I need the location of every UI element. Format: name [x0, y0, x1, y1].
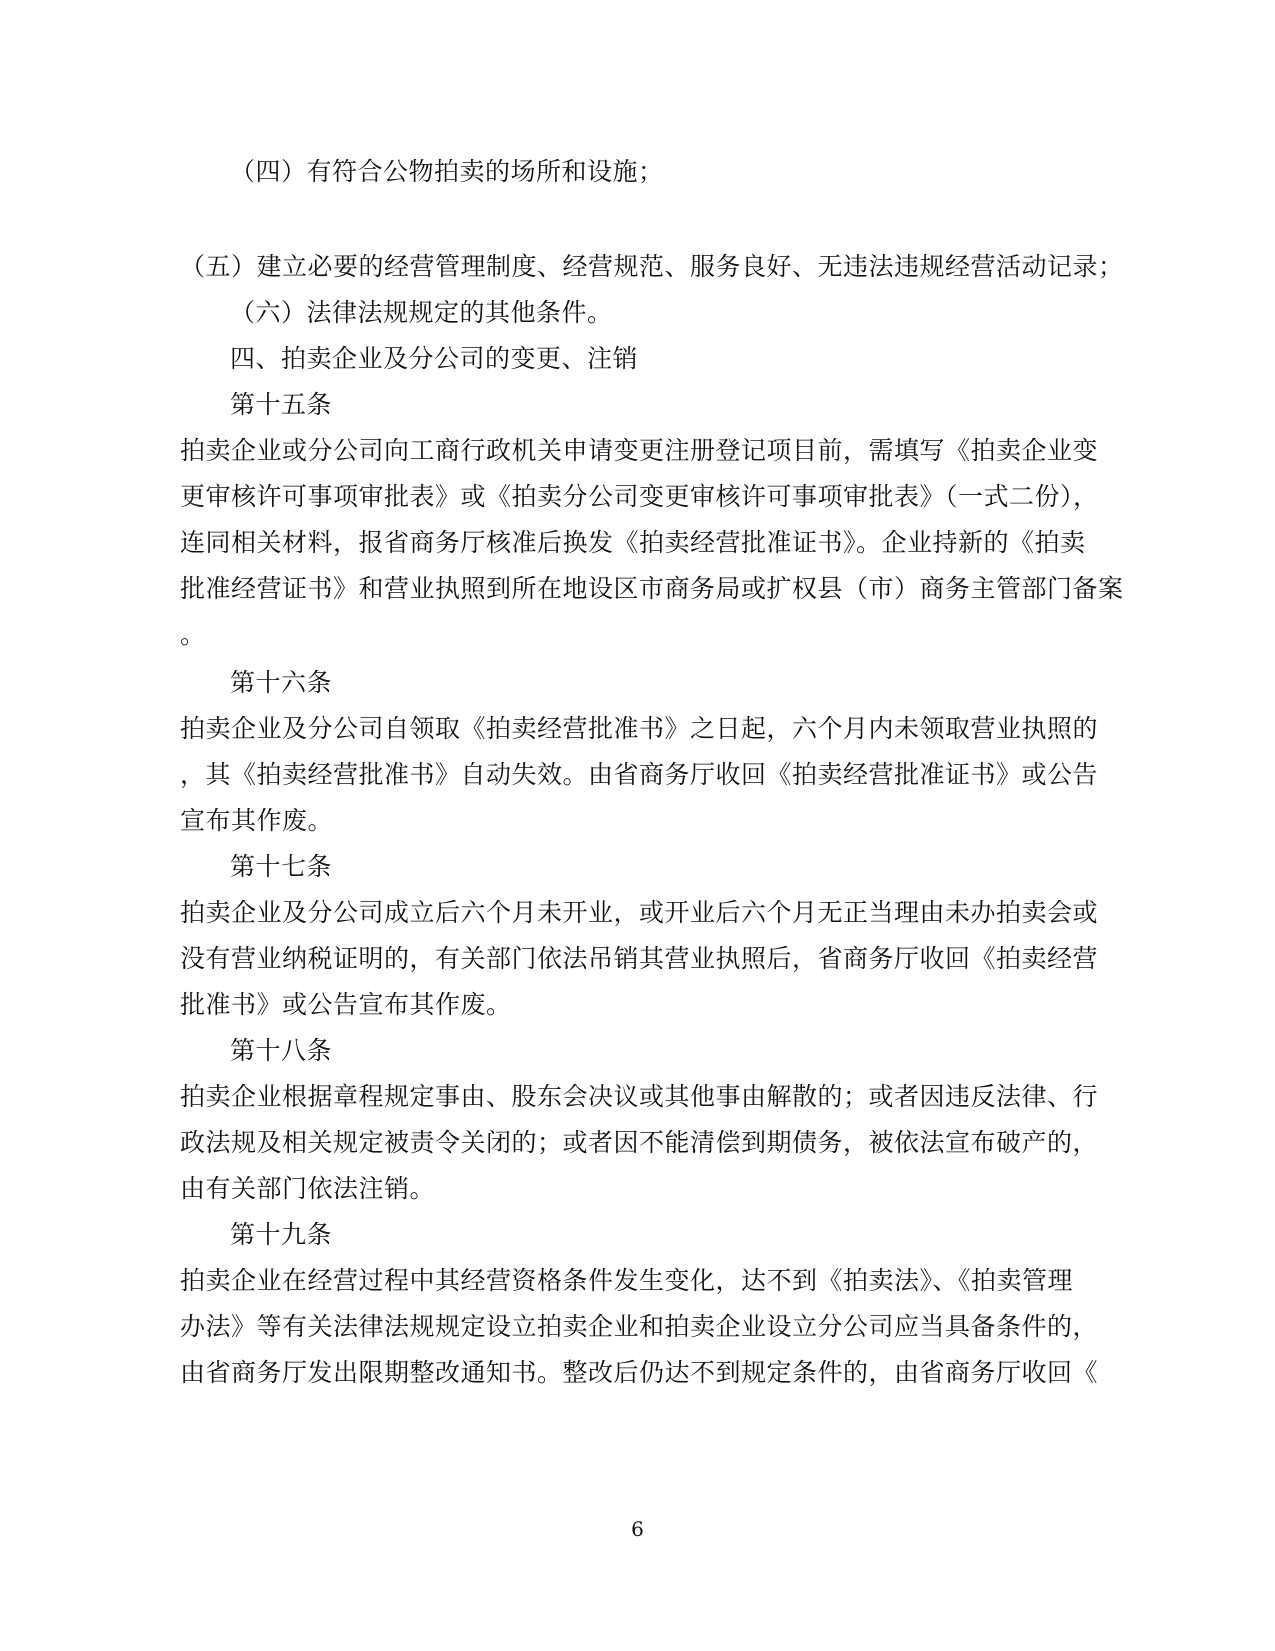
- article-15-heading: 第十五条: [230, 390, 333, 419]
- article-16-text-line-1: 拍卖企业及分公司自领取《拍卖经营批准书》之日起，六个月内未领取营业执照的: [180, 714, 1099, 743]
- page-number: 6: [631, 1517, 644, 1541]
- article-15-text-line-1: 拍卖企业或分公司向工商行政机关申请变更注册登记项目前，需填写《拍卖企业变: [180, 436, 1099, 465]
- article-19-text-line-2: 办法》等有关法律法规规定设立拍卖企业和拍卖企业设立分公司应当具备条件的，: [180, 1312, 1099, 1341]
- article-18-text-line-1: 拍卖企业根据章程规定事由、股东会决议或其他事由解散的；或者因违反法律、行: [180, 1082, 1099, 1111]
- article-18-heading: 第十八条: [230, 1036, 333, 1065]
- article-17-text-line-3: 批准书》或公告宣布其作废。: [180, 990, 512, 1019]
- article-17-heading: 第十七条: [230, 852, 333, 881]
- article-15-text-line-3: 连同相关材料，报省商务厅核准后换发《拍卖经营批准证书》。企业持新的《拍卖: [180, 528, 1086, 557]
- article-18-text-line-2: 政法规及相关规定被责令关闭的；或者因不能清偿到期债务，被依法宣布破产的，: [180, 1128, 1099, 1157]
- article-17-text-line-2: 没有营业纳税证明的，有关部门依法吊销其营业执照后，省商务厅收回《拍卖经营: [180, 944, 1099, 973]
- article-16-heading: 第十六条: [230, 668, 333, 697]
- article-15-text-line-4: 批准经营证书》和营业执照到所在地设区市商务局或扩权县（市）商务主管部门备案: [180, 574, 1124, 603]
- clause-6: （六）法律法规规定的其他条件。: [230, 298, 613, 327]
- article-16-text-line-3: 宣布其作废。: [180, 806, 334, 835]
- article-19-text-line-3: 由省商务厅发出限期整改通知书。整改后仍达不到规定条件的，由省商务厅收回《: [180, 1358, 1099, 1387]
- clause-5: （五）建立必要的经营管理制度、经营规范、服务良好、无违法违规经营活动记录；: [180, 252, 1124, 281]
- article-19-heading: 第十九条: [230, 1220, 333, 1249]
- article-19-text-line-1: 拍卖企业在经营过程中其经营资格条件发生变化，达不到《拍卖法》、《拍卖管理: [180, 1266, 1074, 1295]
- article-16-text-line-2: ，其《拍卖经营批准书》自动失效。由省商务厅收回《拍卖经营批准证书》或公告: [180, 760, 1099, 789]
- article-17-text-line-1: 拍卖企业及分公司成立后六个月未开业，或开业后六个月无正当理由未办拍卖会或: [180, 898, 1099, 927]
- section-heading: 四、拍卖企业及分公司的变更、注销: [230, 344, 639, 373]
- article-15-text-line-2: 更审核许可事项审批表》或《拍卖分公司变更审核许可事项审批表》（一式二份），: [180, 482, 1099, 511]
- clause-4: （四）有符合公物拍卖的场所和设施；: [230, 157, 664, 186]
- article-15-text-line-5: 。: [180, 620, 206, 649]
- article-18-text-line-3: 由有关部门依法注销。: [180, 1174, 436, 1203]
